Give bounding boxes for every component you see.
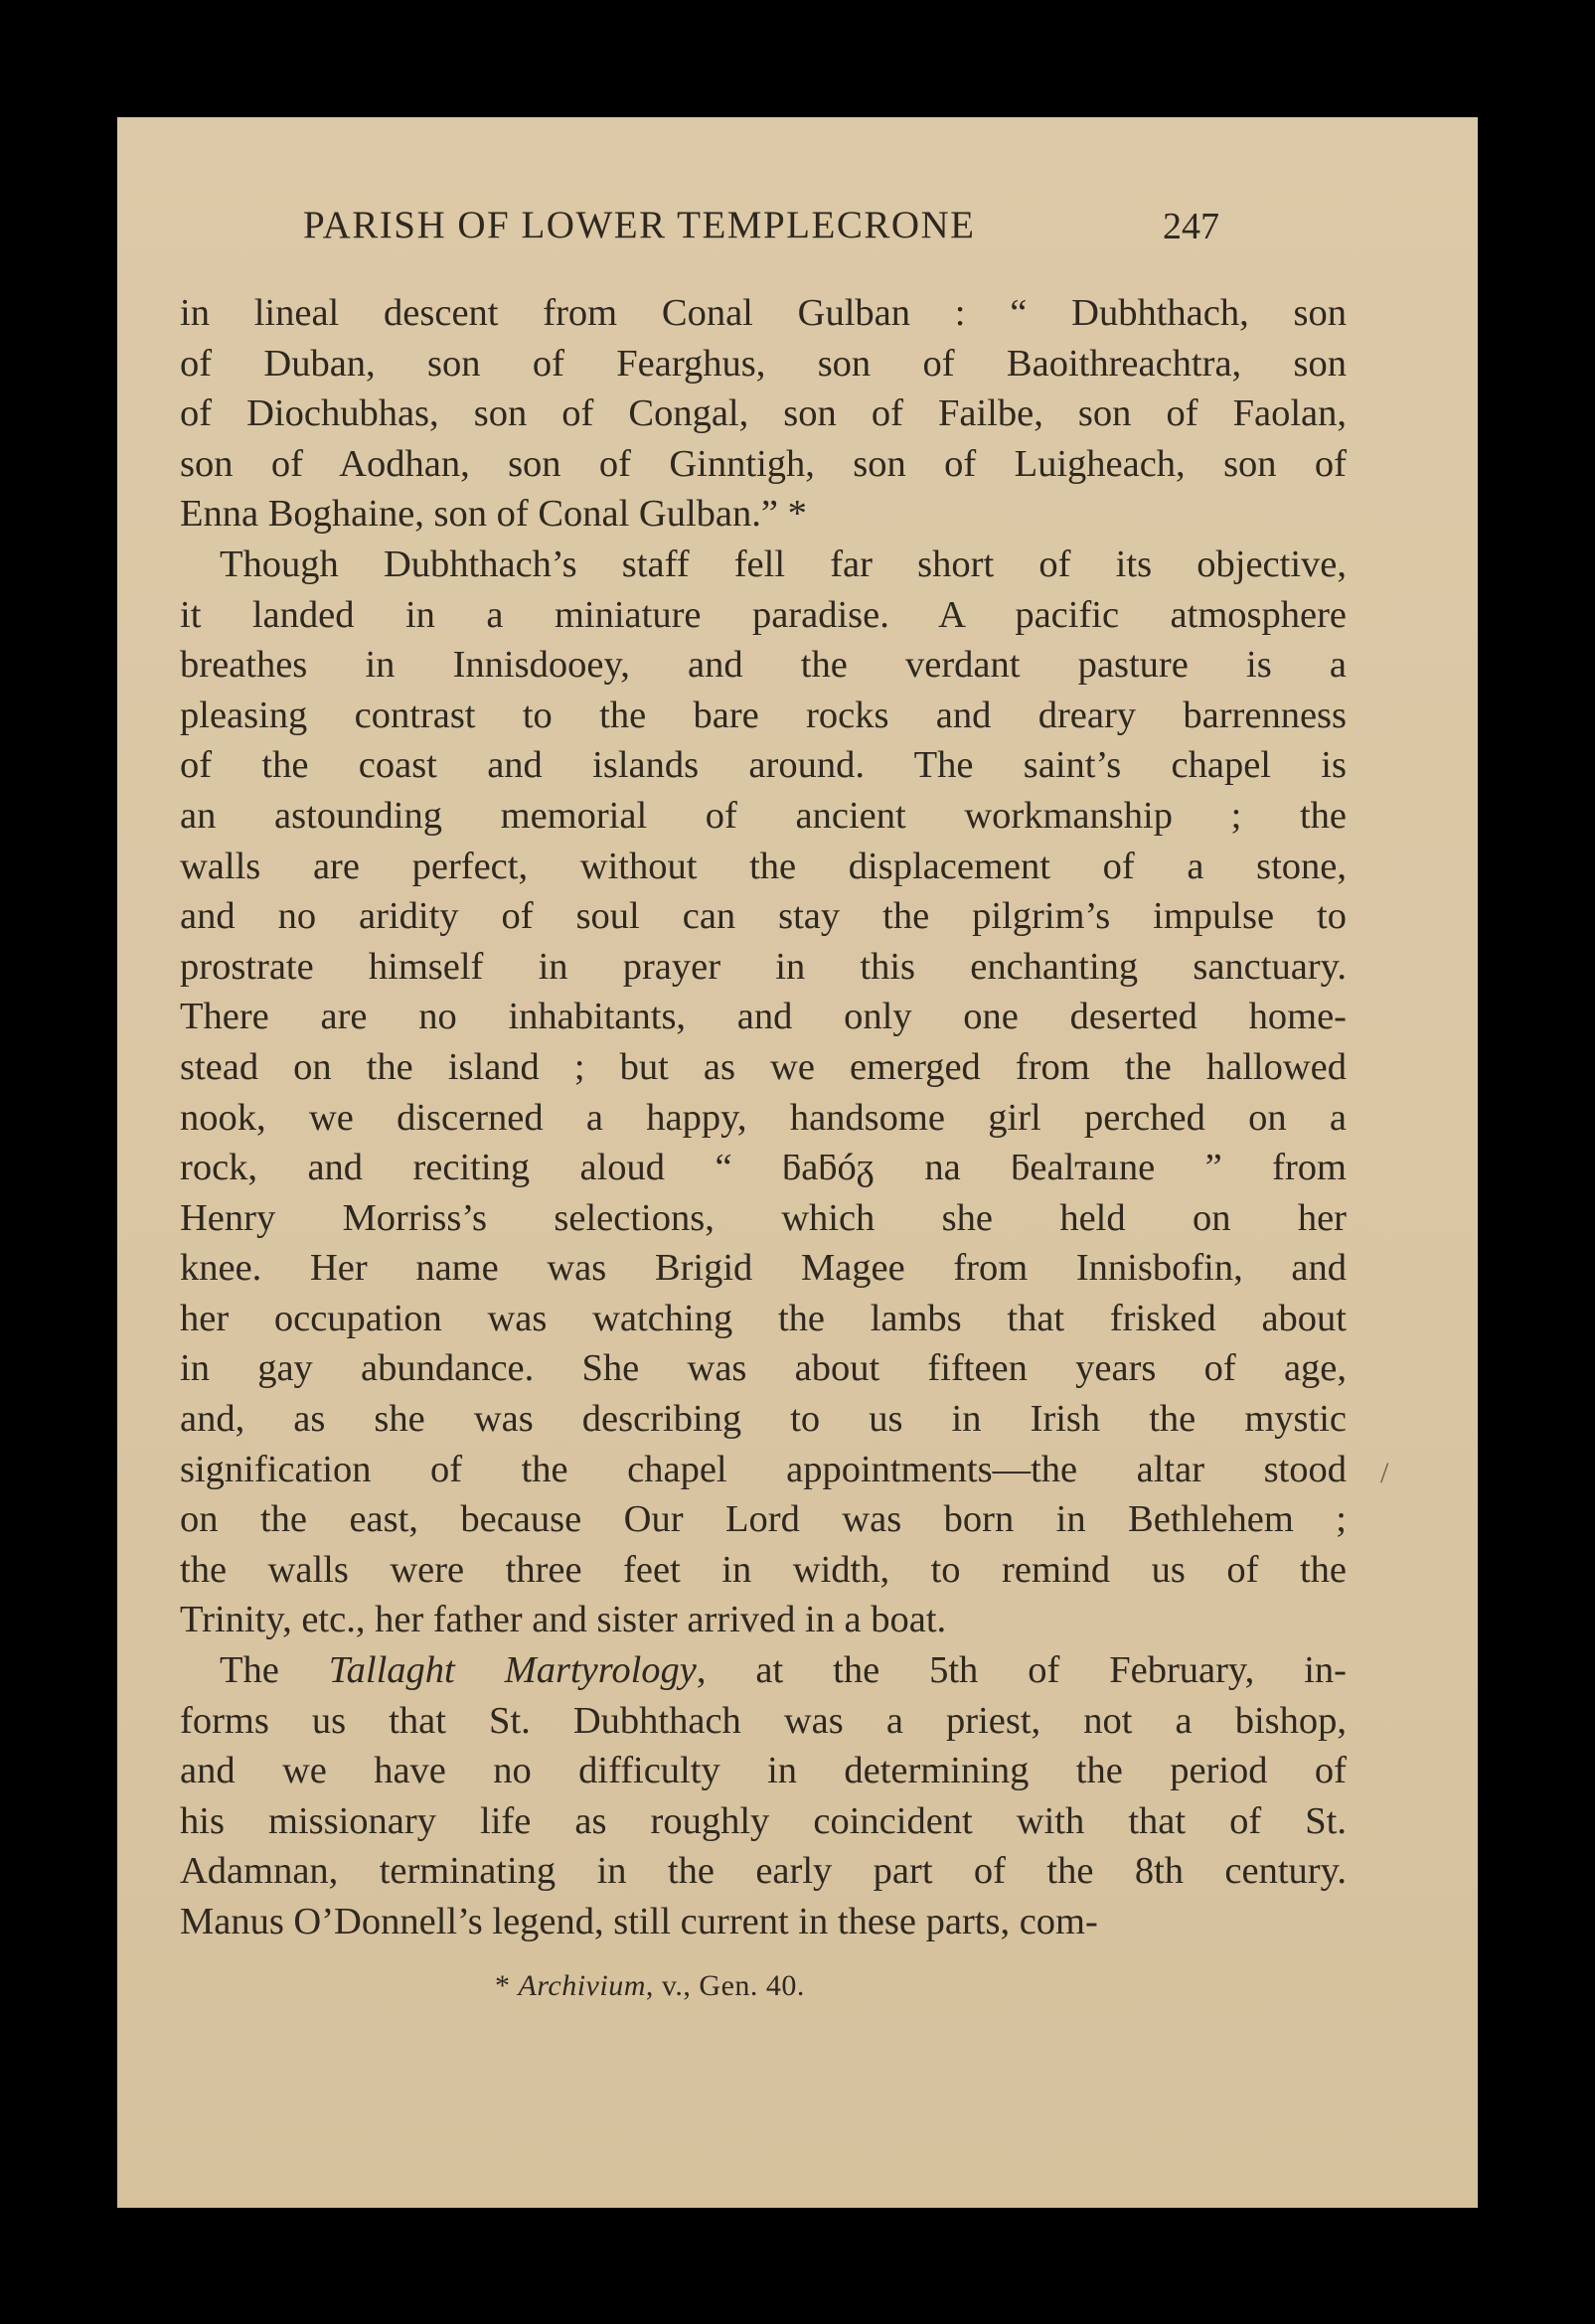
text-line: in lineal descent from Conal Gulban : “ Dubhthach, son (180, 292, 1347, 334)
text-line: on the east, because Our Lord was born in Bethlehem ; (180, 1498, 1347, 1541)
text-line: knee. Her name was Brigid Magee from Innisbofin, and (180, 1247, 1347, 1290)
text-line: Trinity, etc., her father and sister arrived in a boat. (180, 1599, 947, 1641)
text-line: his missionary life as roughly coincident with that of St. (180, 1799, 1347, 1842)
text-line: of Duban, son of Fearghus, son of Baoithreachtra, son (180, 342, 1347, 385)
book-title: Tallaght Martyrology (328, 1649, 697, 1692)
text-line: her occupation was watching the lambs that frisked about (180, 1297, 1347, 1339)
text-line: and we have no difficulty in determining the period of (180, 1750, 1347, 1792)
text-line: in gay abundance. She was about fifteen years of age, (180, 1347, 1347, 1390)
page-number: 247 (1163, 206, 1219, 247)
text-line: breathes in Innisdooey, and the verdant pasture is a (180, 644, 1347, 687)
text-line: son of Aodhan, son of Ginntigh, son of Luigheach, son of (180, 442, 1347, 485)
page-header (117, 203, 1478, 262)
text-line: The Tallaght Martyrology, at the 5th of February, in- (220, 1649, 1347, 1692)
text-line: of Diochubhas, son of Congal, son of Failbe, son of Faolan, (180, 392, 1347, 435)
book-page (117, 117, 1478, 2208)
footnote-reference: , v., Gen. 40. (645, 1969, 805, 2002)
text-line: and, as she was describing to us in Irish the mystic (180, 1398, 1347, 1441)
text-line: the walls were three feet in width, to remind us of the (180, 1548, 1347, 1591)
text-line: There are no inhabitants, and only one deserted home- (180, 996, 1347, 1038)
text-line: of the coast and islands around. The saint’s chapel is (180, 744, 1347, 787)
text-line: signification of the chapel appointments—the altar stood (180, 1448, 1347, 1490)
text-line: Adamnan, terminating in the early part of the 8th century. (180, 1850, 1347, 1893)
text-line: prostrate himself in prayer in this enchanting sanctuary. (180, 945, 1347, 988)
stray-mark: / (1380, 1457, 1389, 1489)
text-line: Manus O’Donnell’s legend, still current in these parts, com- (180, 1901, 1098, 1942)
text-line: walls are perfect, without the displacement of a stone, (180, 845, 1347, 887)
text-line: Though Dubhthach’s staff fell far short of its objective, (220, 542, 1347, 585)
text-line: it landed in a miniature paradise. A pacific atmosphere (180, 593, 1347, 636)
footnote-title: Archivium (518, 1969, 646, 2002)
text-line: forms us that St. Dubhthach was a priest, not a bishop, (180, 1699, 1347, 1742)
footnote (495, 1969, 805, 2003)
text-line: and no aridity of soul can stay the pilgrim’s impulse to (180, 895, 1347, 938)
text-line: pleasing contrast to the bare rocks and dreary barrenness (180, 694, 1347, 736)
text-line: rock, and reciting aloud “ ƃaƃóᵹ na ƃealᴛaıne ” from (180, 1147, 1347, 1189)
text-line: Henry Morriss’s selections, which she held on her (180, 1196, 1347, 1239)
text-line: an astounding memorial of ancient workmanship ; the (180, 794, 1347, 837)
footnote-marker: * (495, 1969, 519, 2002)
text-line: Enna Boghaine, son of Conal Gulban.” * (180, 493, 807, 536)
body-text (180, 288, 1347, 1947)
text-line: nook, we discerned a happy, handsome girl perched on a (180, 1096, 1347, 1139)
text-line: stead on the island ; but as we emerged from the hallowed (180, 1045, 1347, 1088)
running-head: PARISH OF LOWER TEMPLECRONE (303, 204, 976, 246)
